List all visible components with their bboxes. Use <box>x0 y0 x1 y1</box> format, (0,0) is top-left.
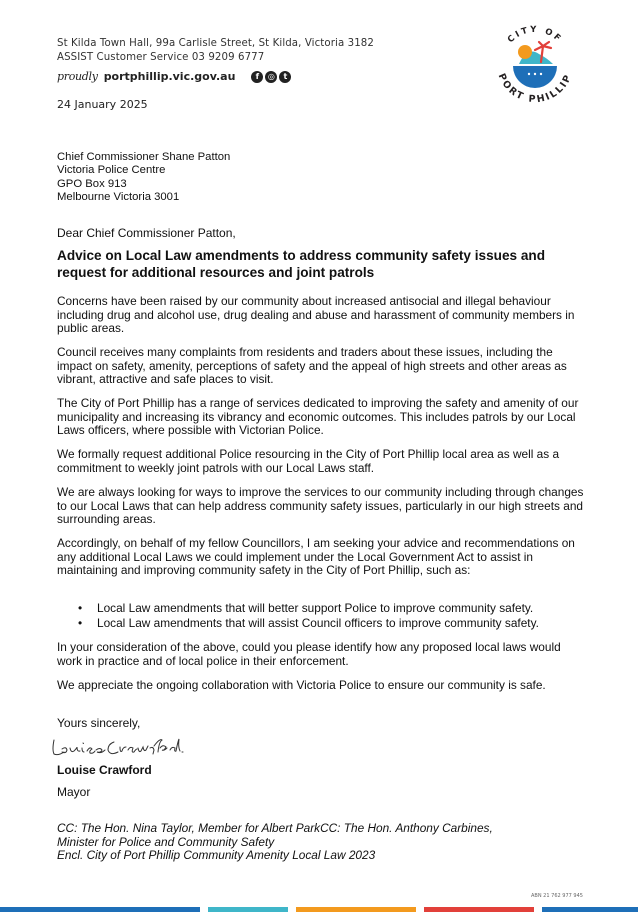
list-item: • Local Law amendments that will assist Council officers to improve community safety. <box>78 615 539 630</box>
cc-line: Encl. City of Port Phillip Community Amenity Local Law 2023 <box>57 848 376 863</box>
strip-segment <box>424 907 534 912</box>
council-address: St Kilda Town Hall, 99a Carlisle Street, St Kilda, Victoria 3182 <box>57 38 374 49</box>
strip-segment <box>296 907 416 912</box>
cc-line: Minister for Police and Community Safety <box>57 834 275 849</box>
city-of-port-phillip-logo <box>489 18 581 110</box>
strip-segment <box>208 907 288 912</box>
website-link[interactable]: portphillip.vic.gov.au <box>103 70 236 83</box>
social-icons <box>251 71 291 83</box>
recipient-address <box>57 151 230 205</box>
customer-service-phone: ASSIST Customer Service 03 9209 6777 <box>57 52 265 63</box>
body-paragraph: We are always looking for ways to improve the services to our community including through changes to our Local Laws that can help address community safety issues, particularly in our high streets and surrounding areas. <box>57 485 584 527</box>
letter-date: 24 January 2025 <box>57 98 148 111</box>
recipient-line: Melbourne Victoria 3001 <box>57 191 180 204</box>
cc-block <box>57 822 597 863</box>
strip-segment <box>416 907 424 912</box>
letter-subject: Advice on Local Law amendments to address community safety issues and request for additional resources and joint patrols <box>57 248 546 280</box>
body-paragraph: The City of Port Phillip has a range of services dedicated to improving the safety and amenity of our municipality and increasing its vibrancy and economic outcomes. This includes patrols by our Local Laws officers, where possible with Victorian Police. <box>57 396 579 438</box>
body-paragraph: Concerns have been raised by our community about increased antisocial and illegal behaviour including drug and alcohol use, drug dealing and abuse and harassment of community members in public areas. <box>57 294 575 336</box>
recipient-line: GPO Box 913 <box>57 177 127 190</box>
bullet-list <box>57 601 539 630</box>
body-paragraph: We formally request additional Police resourcing in the City of Port Phillip local area as well as a commitment to weekly joint patrols with our Local Laws staff. <box>57 447 560 475</box>
body-paragraph: We appreciate the ongoing collaboration with Victoria Police to ensure our community is safe. <box>57 678 546 692</box>
logo-emblem <box>513 42 557 88</box>
strip-segment <box>534 907 542 912</box>
footer-color-strip <box>0 907 638 912</box>
cc-line: CC: The Hon. Nina Taylor, Member for Albert ParkCC: The Hon. Anthony Carbines, <box>57 821 493 835</box>
abn-number: ABN 21 762 977 945 <box>531 893 583 899</box>
body-paragraph: Accordingly, on behalf of my fellow Councillors, I am seeking your advice and recommendations on any additional Local Laws we could implement under the Local Government Act to assist in maintaining and improving community safety in the City of Port Phillip, such as: <box>57 536 575 578</box>
strip-segment <box>200 907 208 912</box>
recipient-line: Victoria Police Centre <box>57 164 166 177</box>
body-paragraph: In your consideration of the above, could you please identify how any proposed local laws would work in practice and of local police in their enforcement. <box>57 640 561 668</box>
strip-segment <box>542 907 638 912</box>
facebook-icon[interactable]: f <box>251 71 263 83</box>
bullet-text: Local Law amendments that will assist Council officers to improve community safety. <box>97 615 539 630</box>
strip-segment <box>0 907 200 912</box>
list-item: • Local Law amendments that will better support Police to improve community safety. <box>78 601 534 615</box>
signatory-title: Mayor <box>57 785 91 799</box>
closing: Yours sincerely, <box>57 716 141 730</box>
salutation: Dear Chief Commissioner Patton, <box>57 226 236 240</box>
logo-top-text: CITY OF <box>505 24 565 46</box>
signatory-name: Louise Crawford <box>57 763 152 777</box>
instagram-icon[interactable]: ◎ <box>265 71 277 83</box>
logo-bottom-text: PORT PHILLIP <box>495 71 575 106</box>
body-paragraph: Council receives many complaints from residents and traders about these issues, including the impact on safety, amenity, perceptions of safety and the appeal of high streets and other areas as vibrant, attractive and safe places to visit. <box>57 345 567 387</box>
website-row <box>57 70 291 83</box>
handwritten-signature <box>50 734 190 762</box>
strip-segment <box>288 907 296 912</box>
recipient-line: Chief Commissioner Shane Patton <box>57 151 231 163</box>
proudly-tagline: proudly <box>57 70 98 83</box>
twitter-icon[interactable]: t <box>279 71 291 83</box>
bullet-text: Local Law amendments that will better support Police to improve community safety. <box>97 601 534 615</box>
